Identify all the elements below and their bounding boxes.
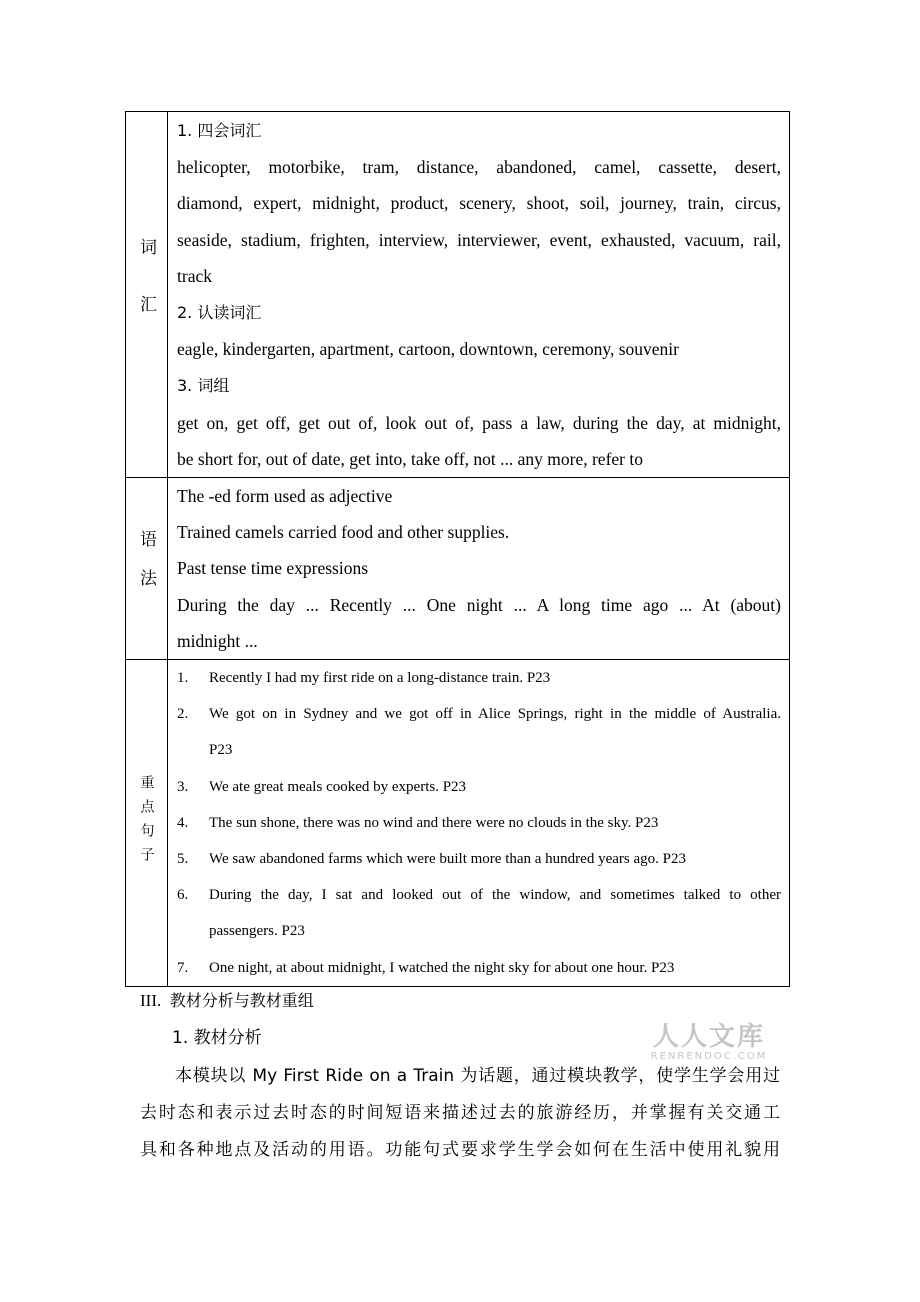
sub-heading: 1. 教材分析: [172, 1028, 262, 1048]
analysis-paragraph: [140, 1057, 780, 1169]
vocab-heading-2-text: 2. 认读词汇: [177, 303, 262, 323]
sentence-item: [177, 950, 781, 986]
sentence-item: [177, 877, 781, 913]
sentence-number: 6.: [177, 887, 189, 904]
grammar-content: [168, 478, 790, 660]
sentence-number: 1.: [177, 670, 189, 687]
grammar-line: midnight ...: [177, 630, 258, 651]
watermark-logo: [644, 1016, 774, 1062]
sentence-text: P23: [209, 742, 233, 759]
vocab-line: diamond, expert, midnight, product, scenery, shoot, soil, journey, train, circus,: [177, 193, 781, 214]
grammar-row: [126, 478, 790, 660]
sentence-number: 7.: [177, 959, 189, 976]
sentence-item-cont: [177, 913, 781, 949]
vocab-heading-2: [177, 294, 781, 331]
sentence-content: [168, 660, 790, 987]
phrase-line: get on, get off, get out of, look out of, pass a law, during the day, at midnight,: [177, 412, 781, 433]
sentence-row: [126, 660, 790, 987]
section-heading: [140, 985, 780, 1017]
para-line-text: 具和各种地点及活动的用语。功能句式要求学生学会如何在生活中使用礼貌用: [140, 1140, 780, 1161]
para-line: [140, 1131, 780, 1168]
vocab-line: seaside, stadium, frighten, interview, interviewer, event, exhausted, vacuum, rail,: [177, 229, 781, 250]
vocab-line: helicopter, motorbike, tram, distance, abandoned, camel, cassette, desert,: [177, 157, 781, 178]
grammar-line: Past tense time expressions: [177, 558, 369, 579]
para-line: [140, 1094, 780, 1131]
vocab-line: track: [177, 265, 212, 286]
sentence-item: [177, 805, 781, 841]
grammar-label-cell: [126, 478, 168, 660]
grammar-line: During the day ... Recently ... One night ... A long time ago ... At (about): [177, 594, 781, 615]
sentence-item: [177, 660, 781, 696]
watermark-title: 人人文库: [652, 1022, 765, 1052]
sentence-number: 3.: [177, 778, 189, 795]
phrase-line: be short for, out of date, get into, take off, not ... any more, refer to: [177, 448, 643, 469]
para-line-text: 去时态和表示过去时态的时间短语来描述过去的旅游经历，并掌握有关交通工: [140, 1103, 780, 1124]
sentence-text: Recently I had my first ride on a long-distance train. P23: [209, 670, 551, 687]
grammar-line: Trained camels carried food and other supplies.: [177, 522, 510, 543]
section-title: 教材分析与教材重组: [169, 991, 314, 1010]
sentence-text: passengers. P23: [209, 923, 305, 940]
vocab-label-cell: [126, 112, 168, 478]
watermark-sub: RENRENDOC.COM: [650, 1051, 768, 1062]
vocab-label: 词汇: [136, 237, 156, 352]
sentence-label: 重点句子: [138, 774, 155, 871]
sentence-text: We ate great meals cooked by experts. P23: [209, 778, 467, 795]
vocab-heading-3-text: 3. 词组: [177, 376, 230, 396]
para-line-text: 本模块以 My First Ride on a Train 为话题，通过模块教学，使学生学会用过: [175, 1066, 780, 1086]
content-table: [125, 111, 790, 987]
vocab-row: [126, 112, 790, 478]
sentence-item: [177, 841, 781, 877]
vocab-heading-3: [177, 367, 781, 404]
sentence-item-cont: [177, 732, 781, 768]
sentence-label-cell: [126, 660, 168, 987]
sentence-number: 2.: [177, 706, 189, 723]
vocab-heading-1-text: 1. 四会词汇: [177, 121, 262, 140]
sentence-number: 5.: [177, 851, 189, 868]
para-line: [140, 1057, 780, 1094]
vocab-content: [168, 112, 790, 478]
sentence-text: One night, at about midnight, I watched the night sky for about one hour. P23: [209, 959, 675, 976]
sentence-text: We got on in Sydney and we got off in Alice Springs, right in the middle of Australia.: [209, 706, 781, 723]
sentence-number: 4.: [177, 814, 189, 831]
recognize-line: eagle, kindergarten, apartment, cartoon, downtown, ceremony, souvenir: [177, 339, 679, 360]
grammar-line: The -ed form used as adjective: [177, 486, 393, 507]
sentence-number-blank: [177, 913, 209, 949]
sentence-text: During the day, I sat and looked out of the window, and sometimes talked to other: [209, 887, 781, 904]
sentence-list: [177, 660, 781, 986]
sentence-text: We saw abandoned farms which were built more than a hundred years ago. P23: [209, 851, 686, 868]
sentence-number-blank: [177, 732, 209, 768]
sentence-item: [177, 696, 781, 732]
grammar-label: 语法: [136, 529, 156, 608]
sentence-item: [177, 769, 781, 805]
section-numeral: III.: [140, 991, 162, 1010]
sentence-text: The sun shone, there was no wind and there were no clouds in the sky. P23: [209, 814, 659, 831]
vocab-heading-1: [177, 112, 781, 149]
